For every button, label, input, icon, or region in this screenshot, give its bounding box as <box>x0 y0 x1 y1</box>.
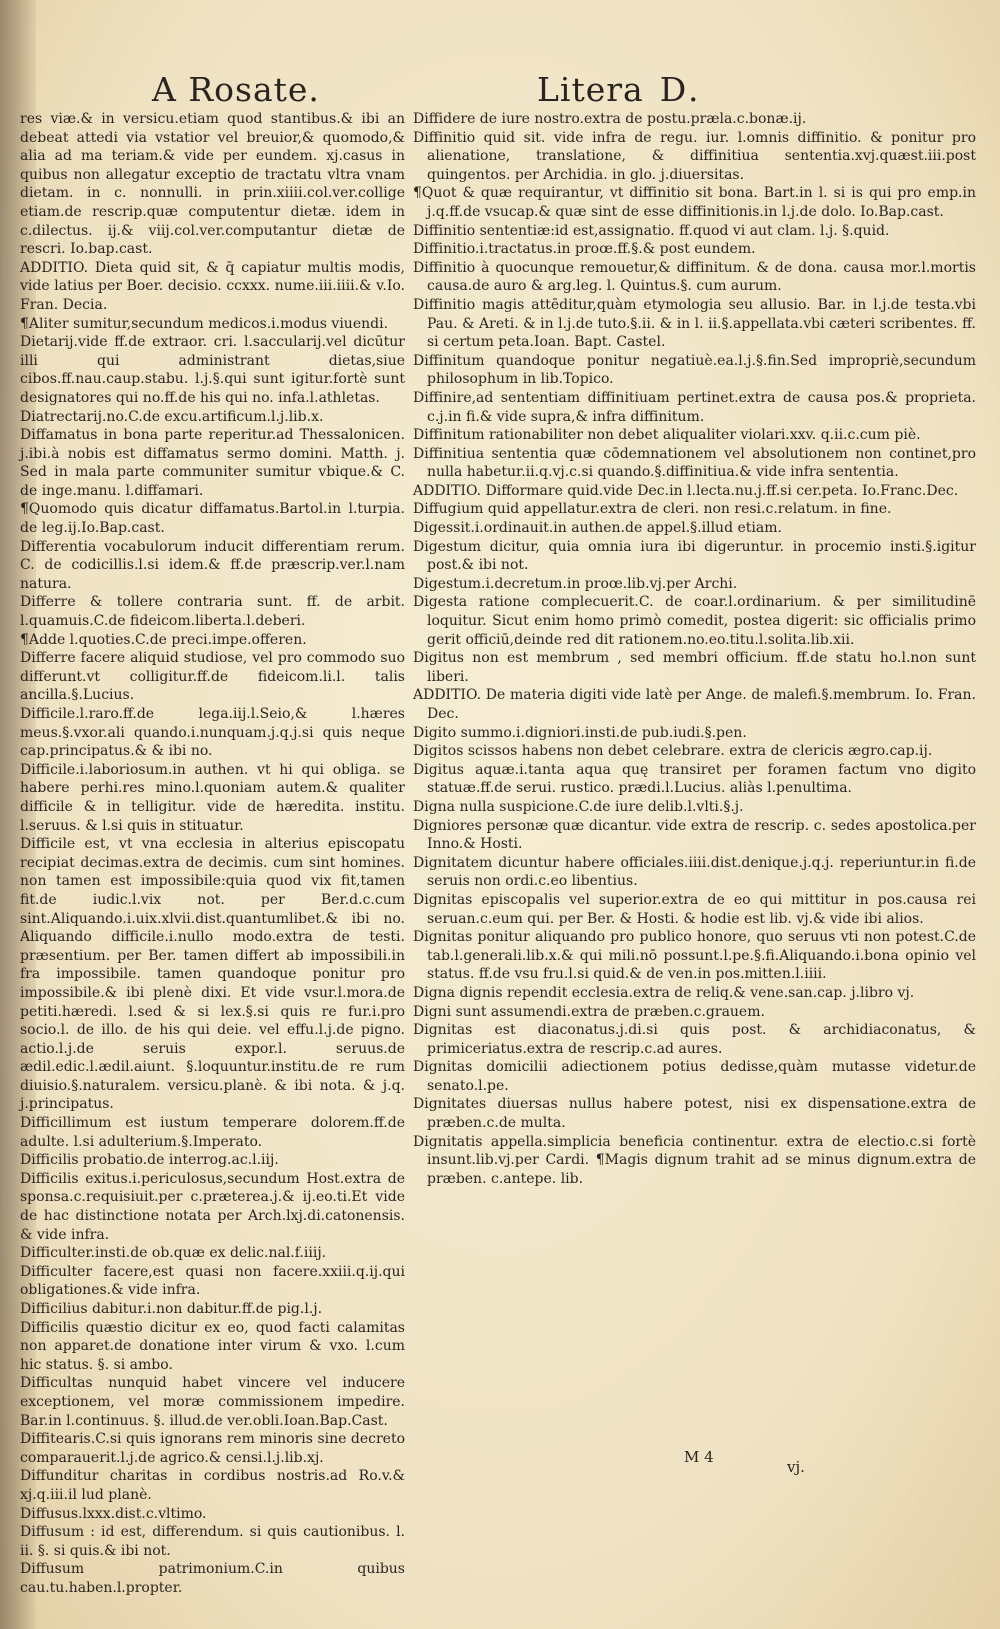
dictionary-entry: ADDITIO. Difformare quid.vide Dec.in l.lecta.nu.j.ff.si cer.peta. Io.Franc.Dec. <box>413 482 959 499</box>
header-right-letter: D. <box>659 70 702 109</box>
page-footer <box>0 1448 1000 1484</box>
dictionary-entry: ADDITIO. De materia digiti vide latè per Ange. de malefi.§.membrum. Io. Fran. Dec. <box>413 687 976 722</box>
dictionary-entry: Difficillimum est iustum temperare dolorem.ff.de adulte. l.si adulterium.§.Imperato. <box>20 1115 405 1150</box>
dictionary-entry: Diffinitum quandoque ponitur negatiuè.ea.l.j.§.fin.Sed impropriè,secundum philosophum in lib.Topico. <box>413 352 976 388</box>
dictionary-entry: Difficilis probatio.de interrog.ac.l.iij. <box>20 1152 279 1169</box>
dictionary-entry: ¶Quot & quæ requirantur, vt diffinitio sit bona. Bart.in l. si is qui pro emp.in j.q.ff.de vsucap.& quæ sint de esse diffinitionis.in l.j.de dolo. Io.Bap.cast. <box>413 185 976 220</box>
dictionary-entry: Diffinitio quid sit. vide infra de regu. iur. l.omnis diffinitio. & ponitur pro alienatione, translatione, & diffinitiua sententia.xvj.quæst.iii.post quingentos. per Archidia. in glo. j.diuersitas. <box>413 129 976 183</box>
dictionary-entry: Diffinire,ad sententiam diffinitiuam pertinet.extra de causa pos.& proprieta. c.j.in fi.& vide supra,& infra diffinitum. <box>413 389 976 425</box>
right-column <box>413 110 976 1188</box>
dictionary-entry: Dignitatis appella.simplicia beneficia continentur. extra de electio.c.si fortè insunt.lib.vj.per Cardi. ¶Magis dignum trahit ad se minus dignum.extra de præben. c.antepe. lib. <box>413 1133 976 1187</box>
dictionary-entry: Digni sunt assumendi.extra de præben.c.grauem. <box>413 1003 765 1020</box>
dictionary-entry: Digitos scissos habens non debet celebrare. extra de clericis ægro.cap.ij. <box>413 743 933 760</box>
dictionary-entry: Difficulter facere,est quasi non facere.xxiii.q.ij.qui obligationes.& vide infra. <box>20 1263 405 1299</box>
header-right <box>537 70 702 109</box>
dictionary-entry: ¶Adde l.quoties.C.de preci.impe.offeren. <box>20 631 307 648</box>
dictionary-entry: Diatrectarij.no.C.de excu.artificum.l.j.lib.x. <box>20 408 324 425</box>
dictionary-entry: Diffusum patrimonium.C.in quibus cau.tu.haben.l.propter. <box>20 1561 405 1596</box>
dictionary-entry: Difficile.i.laboriosum.in authen. vt hi qui obliga. se habere perhi.res mino.l.quoniam autem.& qualiter difficile & in telligitur. vide de hæredita. institu. l.seruus. & l.si quis in stituatur. <box>20 761 405 834</box>
dictionary-entry: Difficilius dabitur.i.non dabitur.ff.de pig.l.j. <box>20 1301 323 1317</box>
dictionary-entry: Dignitas ponitur aliquando pro publico honore, quo seruus vti non potest.C.de tab.l.generali.lib.x.& qui mili.nō possunt.l.pe.§.fi.Aliquando.i.bona opinio vel status. ff.de vsu fru.l.si quid.& de ven.in pos.mitten.l.iiii. <box>413 929 976 983</box>
dictionary-entry: Digestum dicitur, quia omnia iura ibi digeruntur. in procemio insti.§.igitur post.& ibi not. <box>413 538 976 574</box>
dictionary-entry: Dignitas episcopalis vel superior.extra de eo qui mittitur in pos.causa rei seruan.c.eum qui. per Ber. & Hosti. & hodie est lib. vj.& vide ibi alios. <box>413 891 976 927</box>
dictionary-entry: Dietarij.vide ff.de extraor. cri. l.saccularij.vel dicūtur illi qui administrant dietas,siue cibos.ff.nau.caup.stabu. l.j.§.qui sunt igitur.fortè sunt designatores qui no.ff.de his qui no. infa.l.athletas. <box>20 334 405 406</box>
dictionary-entry: Difficultas nunquid habet vincere vel inducere exceptionem, vel moræ commissionem impedire. Bar.in l.continuus. §. illud.de ver.obli.Ioan.Bap.Cast. <box>20 1375 405 1429</box>
dictionary-entry: Digesta ratione complecuerit.C. de coar.l.ordinarium. & per similitudinē loquitur. Sicut enim homo primò comedit, postea digerit: sic officialis primo gerit officiū,deinde red dit rationem.no.eo.titu.l.solita.lib.xii. <box>413 594 976 648</box>
dictionary-entry: ¶Aliter sumitur,secundum medicos.i.modus viuendi. <box>20 315 389 332</box>
dictionary-entry: ADDITIO. Dieta quid sit, & q̄ capiatur multis modis, vide latius per Boer. decisio. ccxxx. nume.iii.iiii.& v.Io. Fran. Decia. <box>20 259 405 313</box>
dictionary-entry: Diffusus.lxxx.dist.c.vltimo. <box>20 1505 207 1522</box>
dictionary-entry: Difficulter.insti.de ob.quæ ex delic.nal.f.iiij. <box>20 1245 327 1262</box>
dictionary-entry: Difficilis exitus.i.periculosus,secundum Host.extra de sponsa.c.requisiuit.per c.præterea.j.& ij.eo.ti.Et vide de hac distinctione notata per Arch.lxj.di.catonensis. & vide infra. <box>20 1170 405 1243</box>
header-right-word: Litera <box>537 70 644 109</box>
dictionary-entry: Diffamatus in bona parte reperitur.ad Thessalonicen. j.ibi.à nobis est diffamatus sermo domini. Matth. j. Sed in mala parte communiter sumitur vbique.& C. de inge.manu. l.diffamari. <box>20 427 405 499</box>
dictionary-entry: Diffugium quid appellatur.extra de cleri. non resi.c.relatum. in fine. <box>413 501 892 518</box>
dictionary-entry: Dignitatem dicuntur habere officiales.iiii.dist.denique.j.q.j. reperiuntur.in fi.de seruis non ordi.c.eo libentius. <box>413 854 976 890</box>
dictionary-entry: Dignitas est diaconatus.j.di.si quis post. & archidiaconatus, & primiceriatus.extra de rescrip.c.ad aures. <box>413 1022 976 1057</box>
dictionary-entry: Digitus non est membrum , sed membri officium. ff.de statu ho.l.non sunt liberi. <box>413 650 976 685</box>
dictionary-entry: Differentia vocabulorum inducit differentiam rerum. C. de codicillis.l.si idem.& ff.de præscrip.ver.l.nam natura. <box>20 538 405 592</box>
dictionary-entry: Diffinitio sententiæ:id est,assignatio. ff.quod vi aut clam. l.j. §.quid. <box>413 222 890 239</box>
signature-mark: M 4 <box>684 1448 714 1466</box>
dictionary-entry: Diffinitiua sententia quæ cōdemnationem vel absolutionem non continet,pro nulla habetur.ii.q.vj.c.si quando.§.diffinitiua.& vide infra sententia. <box>413 445 976 481</box>
dictionary-entry: Difficile est, vt vna ecclesia in alterius episcopatu recipiat decimas.extra de decimis. cum sint homines. non tamen est impossibile:quia quod vix fit,tamen fit.de iudic.l.vix not. per Ber.d.c.cum sint.Aliquando.i.uix.xlvii.dist.quantumlibet.& ibi no. Aliquando difficile.i.nullo modo.extra de testi. præsentium. per Ber. tamen differt ab impossibili.in fra impossibile. tamen quandoque ponitur pro impossibile.& ibi plenè dixi. Et vide vsur.l.mora.de petiti.hæredi. l.sed & si lex.§.si quis re fur.i.pro socio.l. de illo. de his qui deie. vel effu.l.j.de pigno. actio.l.j.de seruis expor.l. seruus.de ædil.edic.l.ædil.aiunt. §.loquuntur.institu.de re rum diuisio.§.naturalem. versicu.planè. & ibi nota. & j.q. j.principatus. <box>20 836 405 1113</box>
dictionary-entry: Digna nulla suspicione.C.de iure delib.l.vlti.§.j. <box>413 798 744 815</box>
dictionary-entry: Difficilis quæstio dicitur ex eo, quod facti calamitas non apparet.de donatione inter virum & vxo. l.cum hic status. §. si ambo. <box>20 1319 405 1373</box>
dictionary-entry: Diffunditur charitas in cordibus nostris.ad Ro.v.& xj.q.iii.il lud planè. <box>20 1468 405 1503</box>
dictionary-entry: Digniores personæ quæ dicantur. vide extra de rescrip. c. sedes apostolica.per Inno.& Hosti. <box>413 817 976 853</box>
dictionary-entry: Digessit.i.ordinauit.in authen.de appel.§.illud etiam. <box>413 520 782 537</box>
dictionary-entry: Digito summo.i.digniori.insti.de pub.iudi.§.pen. <box>413 724 747 741</box>
dictionary-entry: res viæ.& in versicu.etiam quod stantibus.& ibi an debeat attedi via vstatior vel breuior,& quomodo,& alia ad ma teriam.& vide per eundem. xj.casus in quibus non allegatur exceptio de tractatu vltra vnam dietam. in c. nonnulli. in prin.xiiii.col.ver.collige etiam.de rescrip.quæ computentur dietæ. idem in c.dilectus. ij.& viij.col.ver.computantur dietæ de rescri. Io.bap.cast. <box>20 111 405 258</box>
dictionary-entry: Digestum.i.decretum.in proœ.lib.vj.per Archi. <box>413 575 738 592</box>
dictionary-entry: Differre facere aliquid studiose, vel pro commodo suo differunt.vt colligitur.ff.de fideicom.li.l. talis ancilla.§.Lucius. <box>20 650 405 704</box>
dictionary-entry: Differre & tollere contraria sunt. ff. de arbit. l.quamuis.C.de fideicom.liberta.l.deberi. <box>20 594 405 630</box>
dictionary-entry: Diffitearis.C.si quis ignorans rem minoris sine decreto comparauerit.l.j.de agrico.& censi.l.j.lib.xj. <box>20 1431 405 1466</box>
dictionary-entry: Dignitas domicilii adiectionem potius dedisse,quàm mutasse videtur.de senato.l.pe. <box>413 1059 976 1094</box>
dictionary-entry: Diffidere de iure nostro.extra de postu.præla.c.bonæ.ij. <box>413 111 807 127</box>
dictionary-entry: Diffusum : id est, differendum. si quis cautionibus. l. ii. §. si quis.& ibi not. <box>20 1524 405 1559</box>
header-left: A Rosate. <box>152 70 320 109</box>
dictionary-entry: Diffinitum rationabiliter non debet aliqualiter violari.xxv. q.ii.c.cum piè. <box>413 427 921 444</box>
left-column <box>20 110 405 1598</box>
dictionary-entry: Digna dignis rependit ecclesia.extra de reliq.& vene.san.cap. j.libro vj. <box>413 984 915 1001</box>
dictionary-entry: ¶Quomodo quis dicatur diffamatus.Bartol.in l.turpia. de leg.ij.Io.Bap.cast. <box>20 501 405 537</box>
catchword: vj. <box>787 1458 805 1476</box>
dictionary-entry: Digitus aquæ.i.tanta aqua quę transiret per foramen factum vno digito statuæ.ff.de serui. rustico. prædi.l.Lucius. aliàs l.penultima. <box>413 761 976 797</box>
dictionary-entry: Diffinitio.i.tractatus.in proœ.ff.§.& post eundem. <box>413 241 756 258</box>
dictionary-entry: Diffinitio à quocunque remouetur,& diffinitum. & de dona. causa mor.l.mortis causa.de auro & arg.leg. l. Quintus.§. cum aurum. <box>413 259 976 295</box>
dictionary-entry: Dignitates diuersas nullus habere potest, nisi ex dispensatione.extra de præben.c.de multa. <box>413 1096 976 1132</box>
dictionary-entry: Difficile.l.raro.ff.de lega.iij.l.Seio,& l.hæres meus.§.vxor.ali quando.i.nunquam.j.q.j.si quis neque cap.principatus.& & ibi no. <box>20 706 405 760</box>
dictionary-entry: Diffinitio magis attēditur,quàm etymologia seu allusio. Bar. in l.j.de testa.vbi Pau. & Areti. & in l.j.de tuto.§.ii. & in l. ii.§.appellata.vbi cæteri scribentes. ff. si certum peta.Ioan. Bapt. Castel. <box>413 296 976 351</box>
